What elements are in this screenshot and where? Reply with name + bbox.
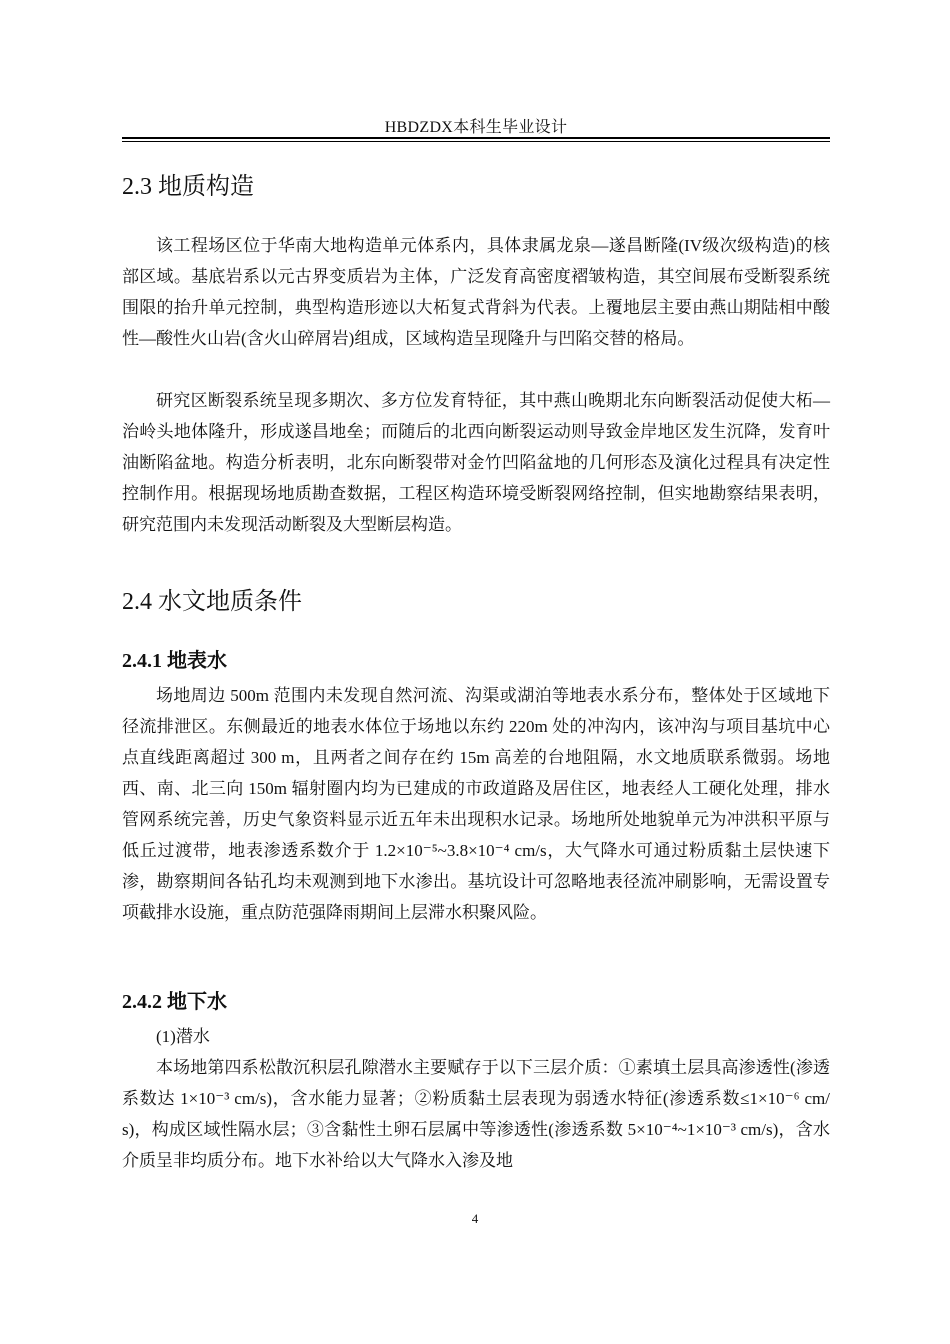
- header-rule-thin: [122, 141, 830, 142]
- section-heading-2-3: 2.3 地质构造: [122, 174, 254, 200]
- header-rule-thick: [122, 137, 830, 139]
- section-heading-2-4: 2.4 水文地质条件: [122, 589, 302, 615]
- paragraph-surface-water: 场地周边 500m 范围内未发现自然河流、沟渠或湖泊等地表水系分布，整体处于区域地下径流排泄区。东侧最近的地表水体位于场地以东约 220m 处的冲沟内，该冲沟与项目基坑中心点直线距离超过 300 m，且两者之间存在约 15m 高差的台地阻隔，水文地质联系微弱。场地西、南、北三向 150m 辐射圈内均为已建成的市政道路及居住区，地表经人工硬化处理，排水管网系统完善，历史气象资料显示近五年未出现积水记录。场地所处地貌单元为冲洪积平原与低丘过渡带，地表渗透系数介于 1.2×10⁻⁵~3.8×10⁻⁴ cm/s，大气降水可通过粉质黏土层快速下渗，勘察期间各钻孔均未观测到地下水渗出。基坑设计可忽略地表径流冲刷影响，无需设置专项截排水设施，重点防范强降雨期间上层滞水积聚风险。: [122, 686, 830, 922]
- subsection-heading-2-4-1: 2.4.1 地表水: [122, 650, 227, 672]
- paragraph-geology-structure-1: 该工程场区位于华南大地构造单元体系内，具体隶属龙泉—遂昌断隆(IV级次级构造)的核部区域。基底岩系以元古界变质岩为主体，广泛发育高密度褶皱构造，其空间展布受断裂系统围限的抬升单元控制，典型构造形迹以大柘复式背斜为代表。上覆地层主要由燕山期陆相中酸性—酸性火山岩(含火山碎屑岩)组成，区域构造呈现隆升与凹陷交替的格局。: [122, 236, 830, 348]
- paragraph-groundwater: 本场地第四系松散沉积层孔隙潜水主要赋存于以下三层介质：①素填土层具高渗透性(渗透系数达 1×10⁻³ cm/s)，含水能力显著；②粉质黏土层表现为弱透水特征(渗透系数≤1×10⁻⁶ cm/s)，构成区域性隔水层；③含黏性土卵石层属中等渗透性(渗透系数 5×10⁻⁴~1×10⁻³ cm/s)，含水介质呈非均质分布。地下水补给以大气降水入渗及地: [122, 1058, 830, 1170]
- paragraph-geology-structure-2: 研究区断裂系统呈现多期次、多方位发育特征，其中燕山晚期北东向断裂活动促使大柘—治岭头地体隆升，形成遂昌地垒；而随后的北西向断裂运动则导致金岸地区发生沉降，发育叶油断陷盆地。构造分析表明，北东向断裂带对金竹凹陷盆地的几何形态及演化过程具有决定性控制作用。根据现场地质勘查数据，工程区构造环境受断裂网络控制，但实地勘察结果表明，研究范围内未发现活动断裂及大型断层构造。: [122, 391, 830, 534]
- list-item-phreatic-water: (1)潜水: [156, 1027, 210, 1046]
- subsection-heading-2-4-2: 2.4.2 地下水: [122, 991, 227, 1013]
- running-header: HBDZDX本科生毕业设计: [384, 119, 568, 136]
- page-number: 4: [471, 1211, 479, 1226]
